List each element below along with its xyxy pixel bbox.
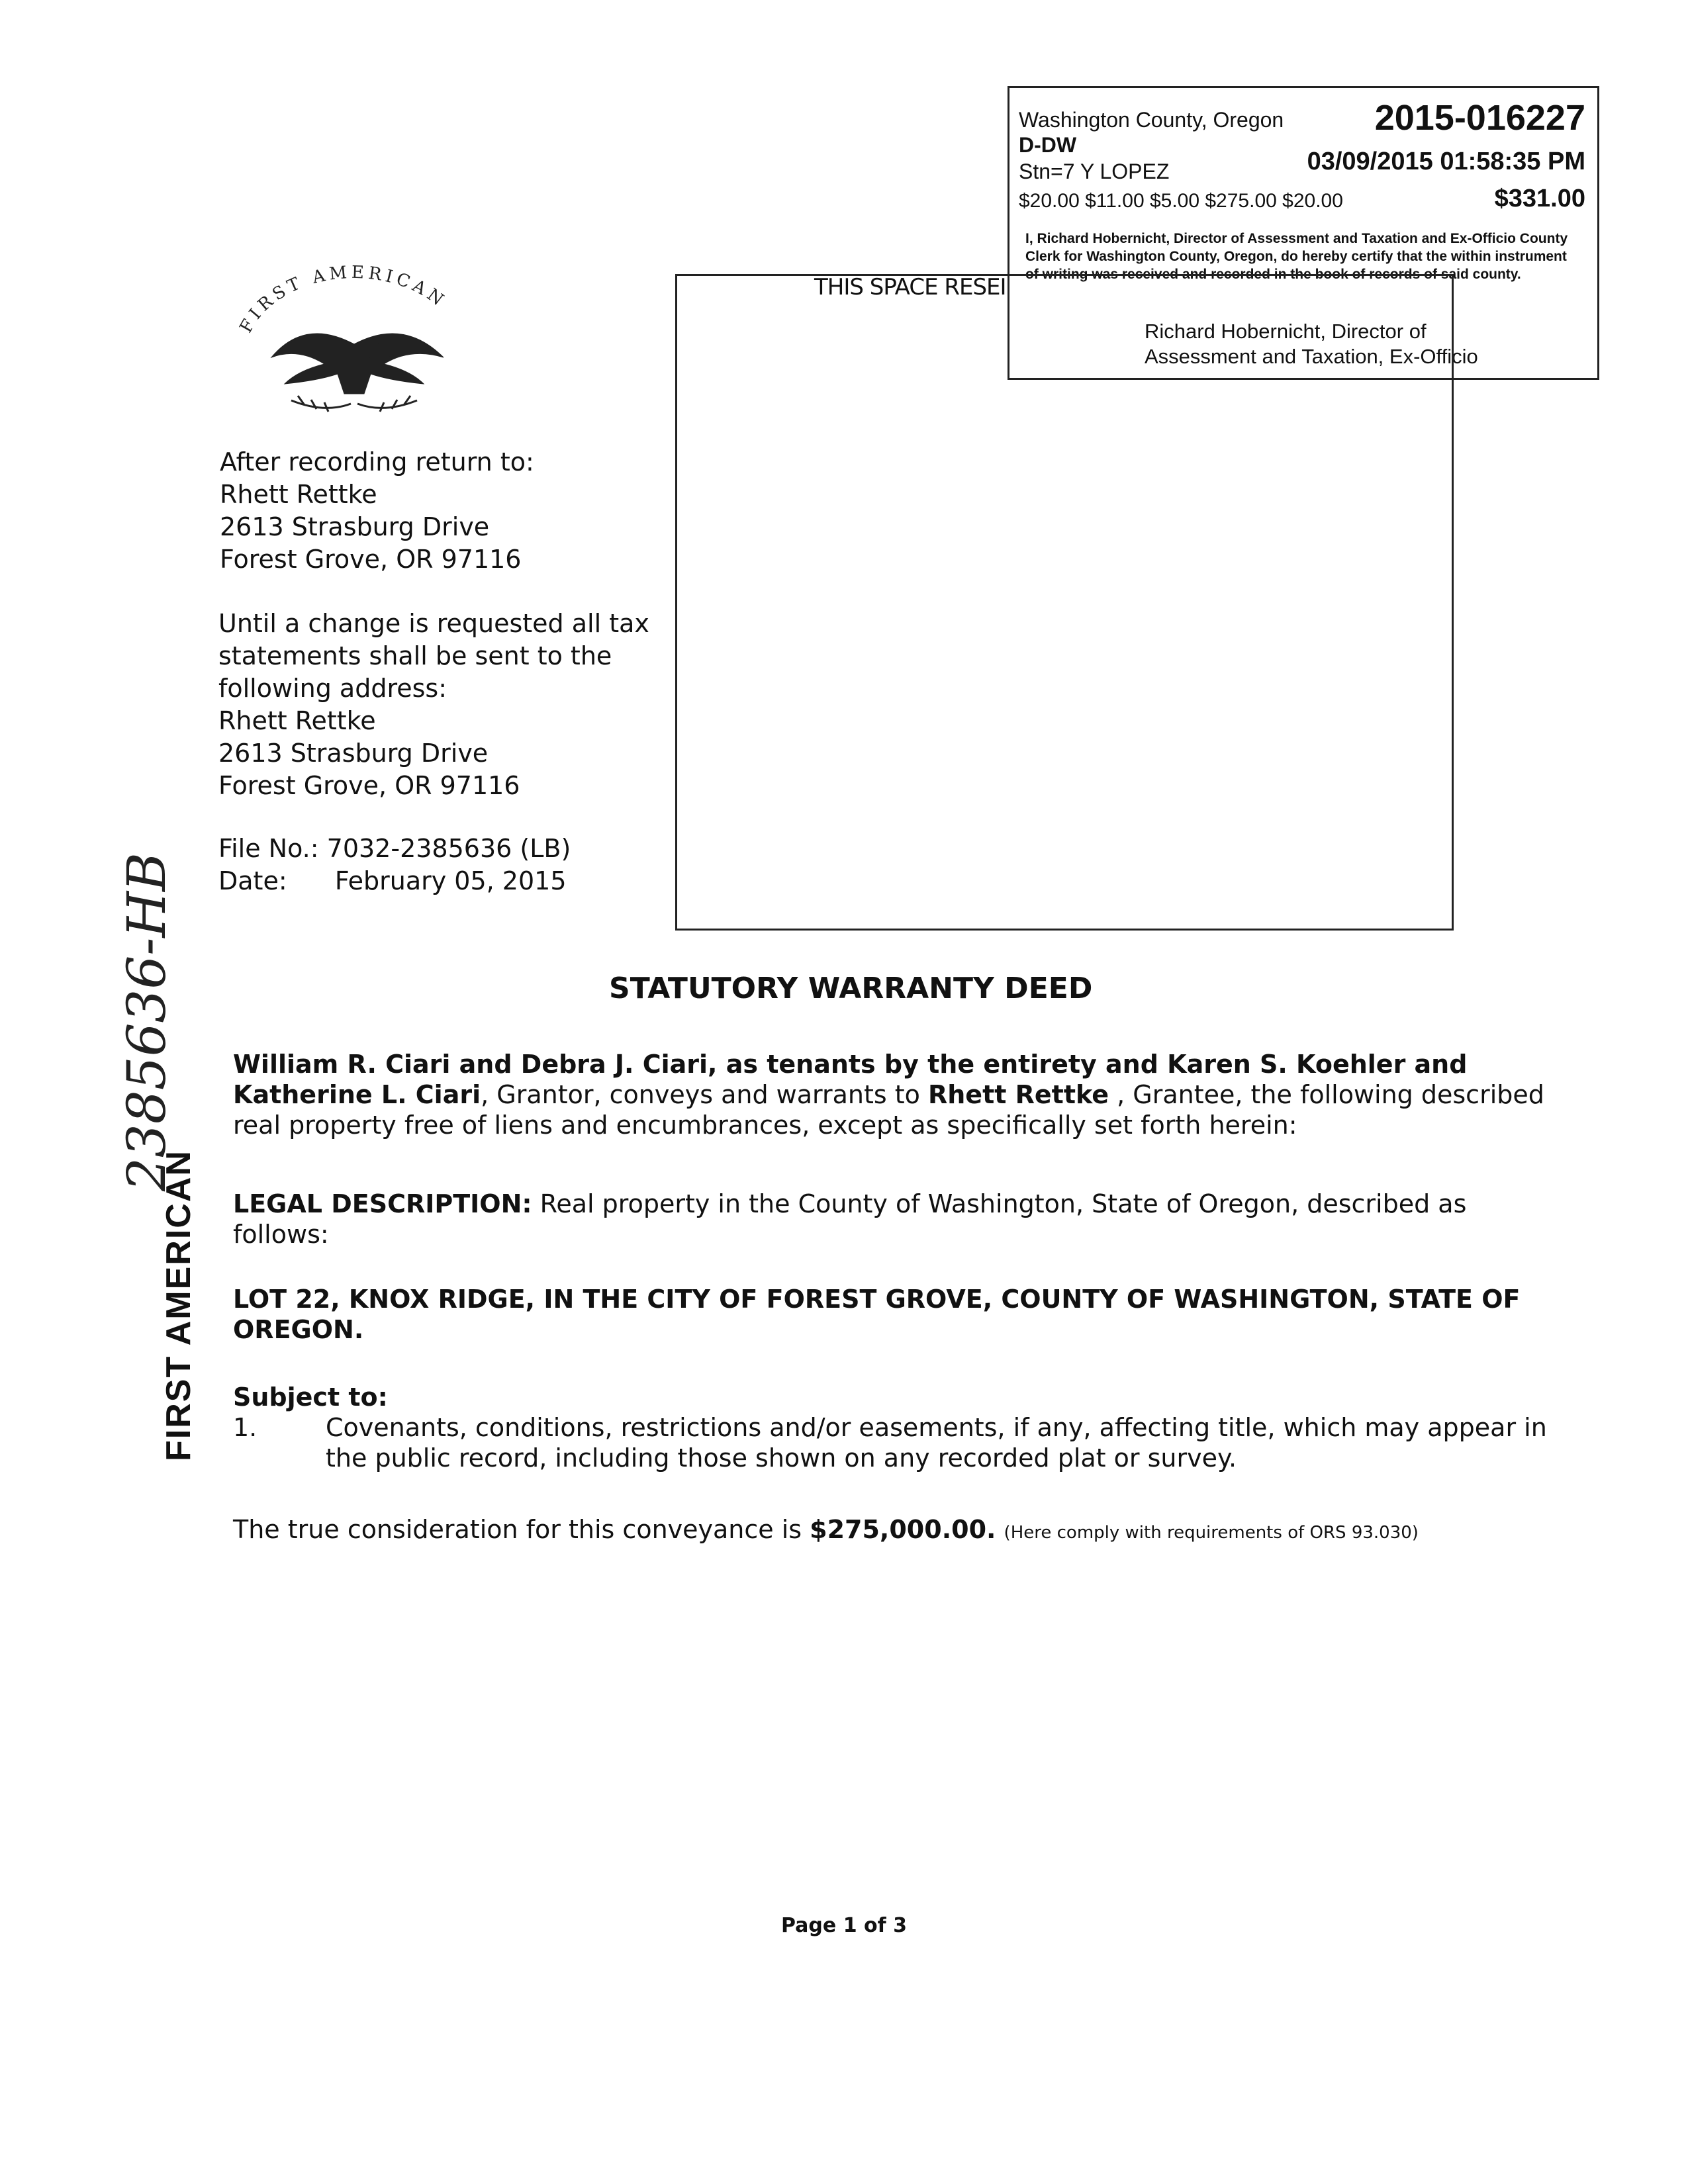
grantor-text-end: , Grantee, the following described xyxy=(1109,1080,1544,1109)
tax-statement-address xyxy=(218,608,649,802)
tax-name: Rhett Rettke xyxy=(218,706,376,735)
file-no-label: File No.: xyxy=(218,834,319,863)
legal-label: LEGAL DESCRIPTION: xyxy=(233,1189,532,1218)
stamp-station: Stn=7 Y LOPEZ xyxy=(1019,159,1170,183)
tax-street: 2613 Strasburg Drive xyxy=(218,739,489,768)
subject-item-line2: the public record, including those shown on any recorded plat or survey. xyxy=(326,1443,1237,1473)
return-city: Forest Grove, OR 97116 xyxy=(220,545,522,574)
stamp-signature-line2: Assessment and Taxation, Ex-Officio xyxy=(1145,345,1478,368)
margin-brand: FIRST AMERICAN xyxy=(160,1150,198,1461)
reserved-space-label: THIS SPACE RESEI xyxy=(814,274,1006,300)
grantor-name-bold: Katherine L. Ciari xyxy=(233,1080,481,1109)
subject-item-number: 1. xyxy=(233,1413,258,1442)
return-name: Rhett Rettke xyxy=(220,480,377,509)
stamp-doc-type: D-DW xyxy=(1019,133,1077,157)
eagle-logo-icon xyxy=(232,258,477,430)
subject-heading: Subject to: xyxy=(233,1383,388,1412)
file-date: February 05, 2015 xyxy=(334,866,567,895)
return-heading: After recording return to: xyxy=(220,447,534,477)
reserved-space-box xyxy=(675,274,1454,931)
lot-line2: OREGON. xyxy=(233,1315,364,1344)
tax-city: Forest Grove, OR 97116 xyxy=(218,771,520,800)
margin-handwritten-number: 2385636-HB xyxy=(116,852,177,1191)
file-no: 7032-2385636 (LB) xyxy=(326,834,571,863)
stamp-total: $331.00 xyxy=(1494,185,1585,212)
grantor-line1: William R. Ciari and Debra J. Ciari, as tenants by the entirety and Karen S. Koehler and xyxy=(233,1050,1468,1079)
legal-text1: Real property in the County of Washington, State of Oregon, described as xyxy=(532,1189,1467,1218)
stamp-datetime: 03/09/2015 01:58:35 PM xyxy=(1307,148,1585,175)
consideration-note: (Here comply with requirements of ORS 93.030) xyxy=(1004,1523,1419,1543)
return-address xyxy=(220,446,534,576)
date-label: Date: xyxy=(218,866,287,895)
grantor-text: , Grantor, conveys and warrants to xyxy=(481,1080,928,1109)
subject-item-line1: Covenants, conditions, restrictions and/or easements, if any, affecting title, which may appear in xyxy=(326,1413,1547,1442)
grantor-line3: real property free of liens and encumbrances, except as specifically set forth herein: xyxy=(233,1111,1297,1140)
lot-line1: LOT 22, KNOX RIDGE, IN THE CITY OF FOREST GROVE, COUNTY OF WASHINGTON, STATE OF xyxy=(233,1285,1521,1314)
stamp-signature-line1: Richard Hobernicht, Director of xyxy=(1145,320,1427,343)
grantor-paragraph xyxy=(233,1049,1544,1140)
file-info xyxy=(218,833,571,897)
tax-line2: statements shall be sent to the xyxy=(218,641,612,670)
legal-description xyxy=(233,1189,1466,1250)
document-title: STATUTORY WARRANTY DEED xyxy=(609,972,1093,1005)
svg-text:FIRST AMERICAN xyxy=(236,263,451,337)
lot-description xyxy=(233,1284,1521,1345)
stamp-fees: $20.00 $11.00 $5.00 $275.00 $20.00 xyxy=(1019,190,1343,212)
grantee-name: Rhett Rettke xyxy=(927,1080,1109,1109)
stamp-certification: I, Richard Hobernicht, Director of Assessment and Taxation and Ex-Officio County Clerk for Washington County, Oregon, do hereby certify that the within instrument of writing was received and recorded in the book of records of said county. xyxy=(1025,231,1568,282)
legal-text2: follows: xyxy=(233,1220,329,1249)
subject-to-section xyxy=(233,1382,1547,1473)
tax-line3: following address: xyxy=(218,674,447,703)
page-number: Page 1 of 3 xyxy=(781,1914,907,1937)
consideration-amount: $275,000.00. xyxy=(810,1515,996,1544)
tax-line1: Until a change is requested all tax xyxy=(218,609,649,638)
consideration-line xyxy=(233,1514,1419,1548)
stamp-recording-number: 2015-016227 xyxy=(1374,98,1585,138)
return-street: 2613 Strasburg Drive xyxy=(220,512,490,541)
consideration-text: The true consideration for this conveyance is xyxy=(233,1515,810,1544)
stamp-county: Washington County, Oregon xyxy=(1019,108,1284,132)
logo-text: FIRST AMERICAN xyxy=(236,262,451,337)
